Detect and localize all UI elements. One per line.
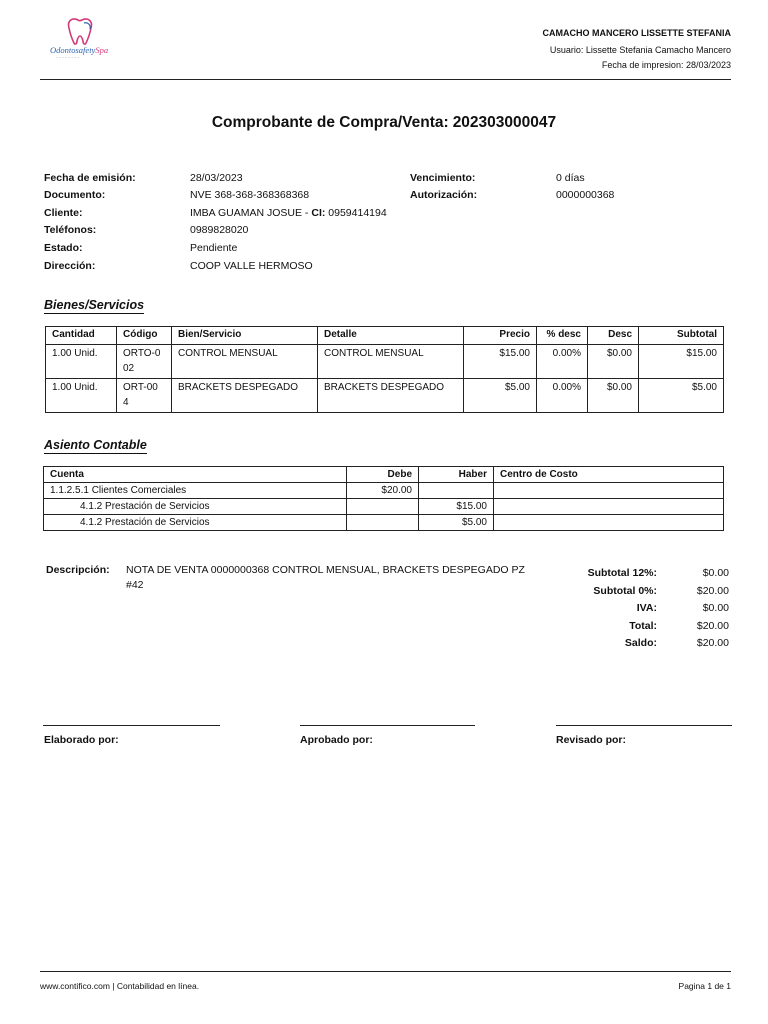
vencimiento-value: 0 días xyxy=(556,172,585,184)
ci-label: CI: xyxy=(311,207,326,219)
telefonos-label: Teléfonos: xyxy=(44,224,97,236)
table-row xyxy=(44,499,724,515)
col-debe: Debe xyxy=(347,467,419,483)
saldo-value: $20.00 xyxy=(696,637,729,649)
autorizacion-value: 0000000368 xyxy=(556,189,615,201)
subtotal12-value: $0.00 xyxy=(702,567,729,579)
cell-cuenta: 1.1.2.5.1 Clientes Comerciales xyxy=(44,483,347,499)
title-label: Comprobante de Compra/Venta: xyxy=(211,114,449,131)
subtotal0-label: Subtotal 0%: xyxy=(593,585,657,597)
documento-value: NVE 368-368-368368368 xyxy=(190,189,310,201)
asiento-table xyxy=(43,466,724,531)
cell-haber: $5.00 xyxy=(419,515,494,531)
logo-tagline: ~ ~ ~ ~ ~ ~ ~ ~ xyxy=(56,56,80,60)
col-centro: Centro de Costo xyxy=(494,467,724,483)
page-title xyxy=(0,114,768,132)
fecha-emision-value: 28/03/2023 xyxy=(190,172,243,184)
signature-line-revisado xyxy=(556,725,732,726)
table-row xyxy=(44,515,724,531)
cell-bien: BRACKETS DESPEGADO xyxy=(172,379,318,413)
cliente-label: Cliente: xyxy=(44,207,83,219)
table-header-row xyxy=(44,467,724,483)
cell-debe: $20.00 xyxy=(347,483,419,499)
aprobado-label: Aprobado por: xyxy=(300,734,373,746)
autorizacion-label: Autorización: xyxy=(410,189,478,201)
cell-pdesc: 0.00% xyxy=(537,345,588,379)
cell-cuenta: 4.1.2 Prestación de Servicios xyxy=(44,499,347,515)
title-number: 202303000047 xyxy=(452,114,557,131)
cell-desc: $0.00 xyxy=(588,345,639,379)
cliente-value xyxy=(190,207,387,219)
table-row xyxy=(46,379,724,413)
cell-haber: $15.00 xyxy=(419,499,494,515)
bienes-section-title: Bienes/Servicios xyxy=(44,298,145,312)
descripcion-label: Descripción: xyxy=(46,564,110,576)
col-bien: Bien/Servicio xyxy=(172,327,318,345)
cell-subtotal: $15.00 xyxy=(639,345,724,379)
elaborado-label: Elaborado por: xyxy=(44,734,119,746)
footer-site: www.contifico.com | Contabilidad en línea. xyxy=(40,981,200,991)
cell-pdesc: 0.00% xyxy=(537,379,588,413)
subtotal12-label: Subtotal 12%: xyxy=(587,567,657,579)
signature-line-aprobado xyxy=(300,725,475,726)
documento-label: Documento: xyxy=(44,189,106,201)
col-pdesc: % desc xyxy=(537,327,588,345)
cell-centro xyxy=(494,515,724,531)
col-codigo: Código xyxy=(117,327,172,345)
saldo-label: Saldo: xyxy=(624,637,657,649)
cell-precio: $15.00 xyxy=(464,345,537,379)
page-number: Pagina 1 de 1 xyxy=(678,981,731,991)
iva-value: $0.00 xyxy=(702,602,729,614)
total-value: $20.00 xyxy=(696,620,729,632)
print-date: Fecha de impresion: 28/03/2023 xyxy=(601,60,731,70)
cell-centro xyxy=(494,483,724,499)
col-subtotal: Subtotal xyxy=(639,327,724,345)
table-row xyxy=(44,483,724,499)
cell-centro xyxy=(494,499,724,515)
direccion-value: COOP VALLE HERMOSO xyxy=(190,260,313,272)
cell-subtotal: $5.00 xyxy=(639,379,724,413)
logo-wordmark: OdontosafetySpa xyxy=(50,45,109,55)
cell-codigo: ORT-00 4 xyxy=(117,379,172,413)
footer-divider xyxy=(40,971,731,972)
telefonos-value: 0989828020 xyxy=(190,224,249,236)
cell-cuenta: 4.1.2 Prestación de Servicios xyxy=(44,515,347,531)
col-desc: Desc xyxy=(588,327,639,345)
col-detalle: Detalle xyxy=(318,327,464,345)
col-cuenta: Cuenta xyxy=(44,467,347,483)
signature-line-elaborado xyxy=(43,725,220,726)
cell-desc: $0.00 xyxy=(588,379,639,413)
descripcion-line2: #42 xyxy=(126,579,144,591)
cell-precio: $5.00 xyxy=(464,379,537,413)
cliente-name: IMBA GUAMAN JOSUE - xyxy=(190,207,312,219)
header-divider xyxy=(40,79,731,80)
revisado-label: Revisado por: xyxy=(556,734,627,746)
subtotal0-value: $20.00 xyxy=(696,585,729,597)
cell-cantidad: 1.00 Unid. xyxy=(46,379,117,413)
cell-haber xyxy=(419,483,494,499)
col-precio: Precio xyxy=(464,327,537,345)
total-label: Total: xyxy=(629,620,657,632)
user-line: Usuario: Lissette Stefania Camacho Mancero xyxy=(549,45,731,55)
asiento-section-title: Asiento Contable xyxy=(44,438,147,452)
cell-debe xyxy=(347,499,419,515)
cell-debe xyxy=(347,515,419,531)
col-haber: Haber xyxy=(419,467,494,483)
cell-detalle: BRACKETS DESPEGADO xyxy=(318,379,464,413)
table-header-row xyxy=(46,327,724,345)
iva-label: IVA: xyxy=(636,602,657,614)
cell-bien: CONTROL MENSUAL xyxy=(172,345,318,379)
tooth-logo-icon xyxy=(48,17,110,47)
cell-codigo: ORTO-0 02 xyxy=(117,345,172,379)
estado-value: Pendiente xyxy=(190,242,238,254)
fecha-emision-label: Fecha de emisión: xyxy=(44,172,136,184)
descripcion-line1: NOTA DE VENTA 0000000368 CONTROL MENSUAL, BRACKETS DESPEGADO PZ xyxy=(126,564,525,576)
company-name: CAMACHO MANCERO LISSETTE STEFANIA xyxy=(542,28,731,38)
cell-detalle: CONTROL MENSUAL xyxy=(318,345,464,379)
ci-value: 0959414194 xyxy=(325,207,387,219)
cell-cantidad: 1.00 Unid. xyxy=(46,345,117,379)
bienes-table xyxy=(45,326,724,413)
direccion-label: Dirección: xyxy=(44,260,96,272)
col-cantidad: Cantidad xyxy=(46,327,117,345)
estado-label: Estado: xyxy=(44,242,83,254)
vencimiento-label: Vencimiento: xyxy=(410,172,476,184)
table-row xyxy=(46,345,724,379)
